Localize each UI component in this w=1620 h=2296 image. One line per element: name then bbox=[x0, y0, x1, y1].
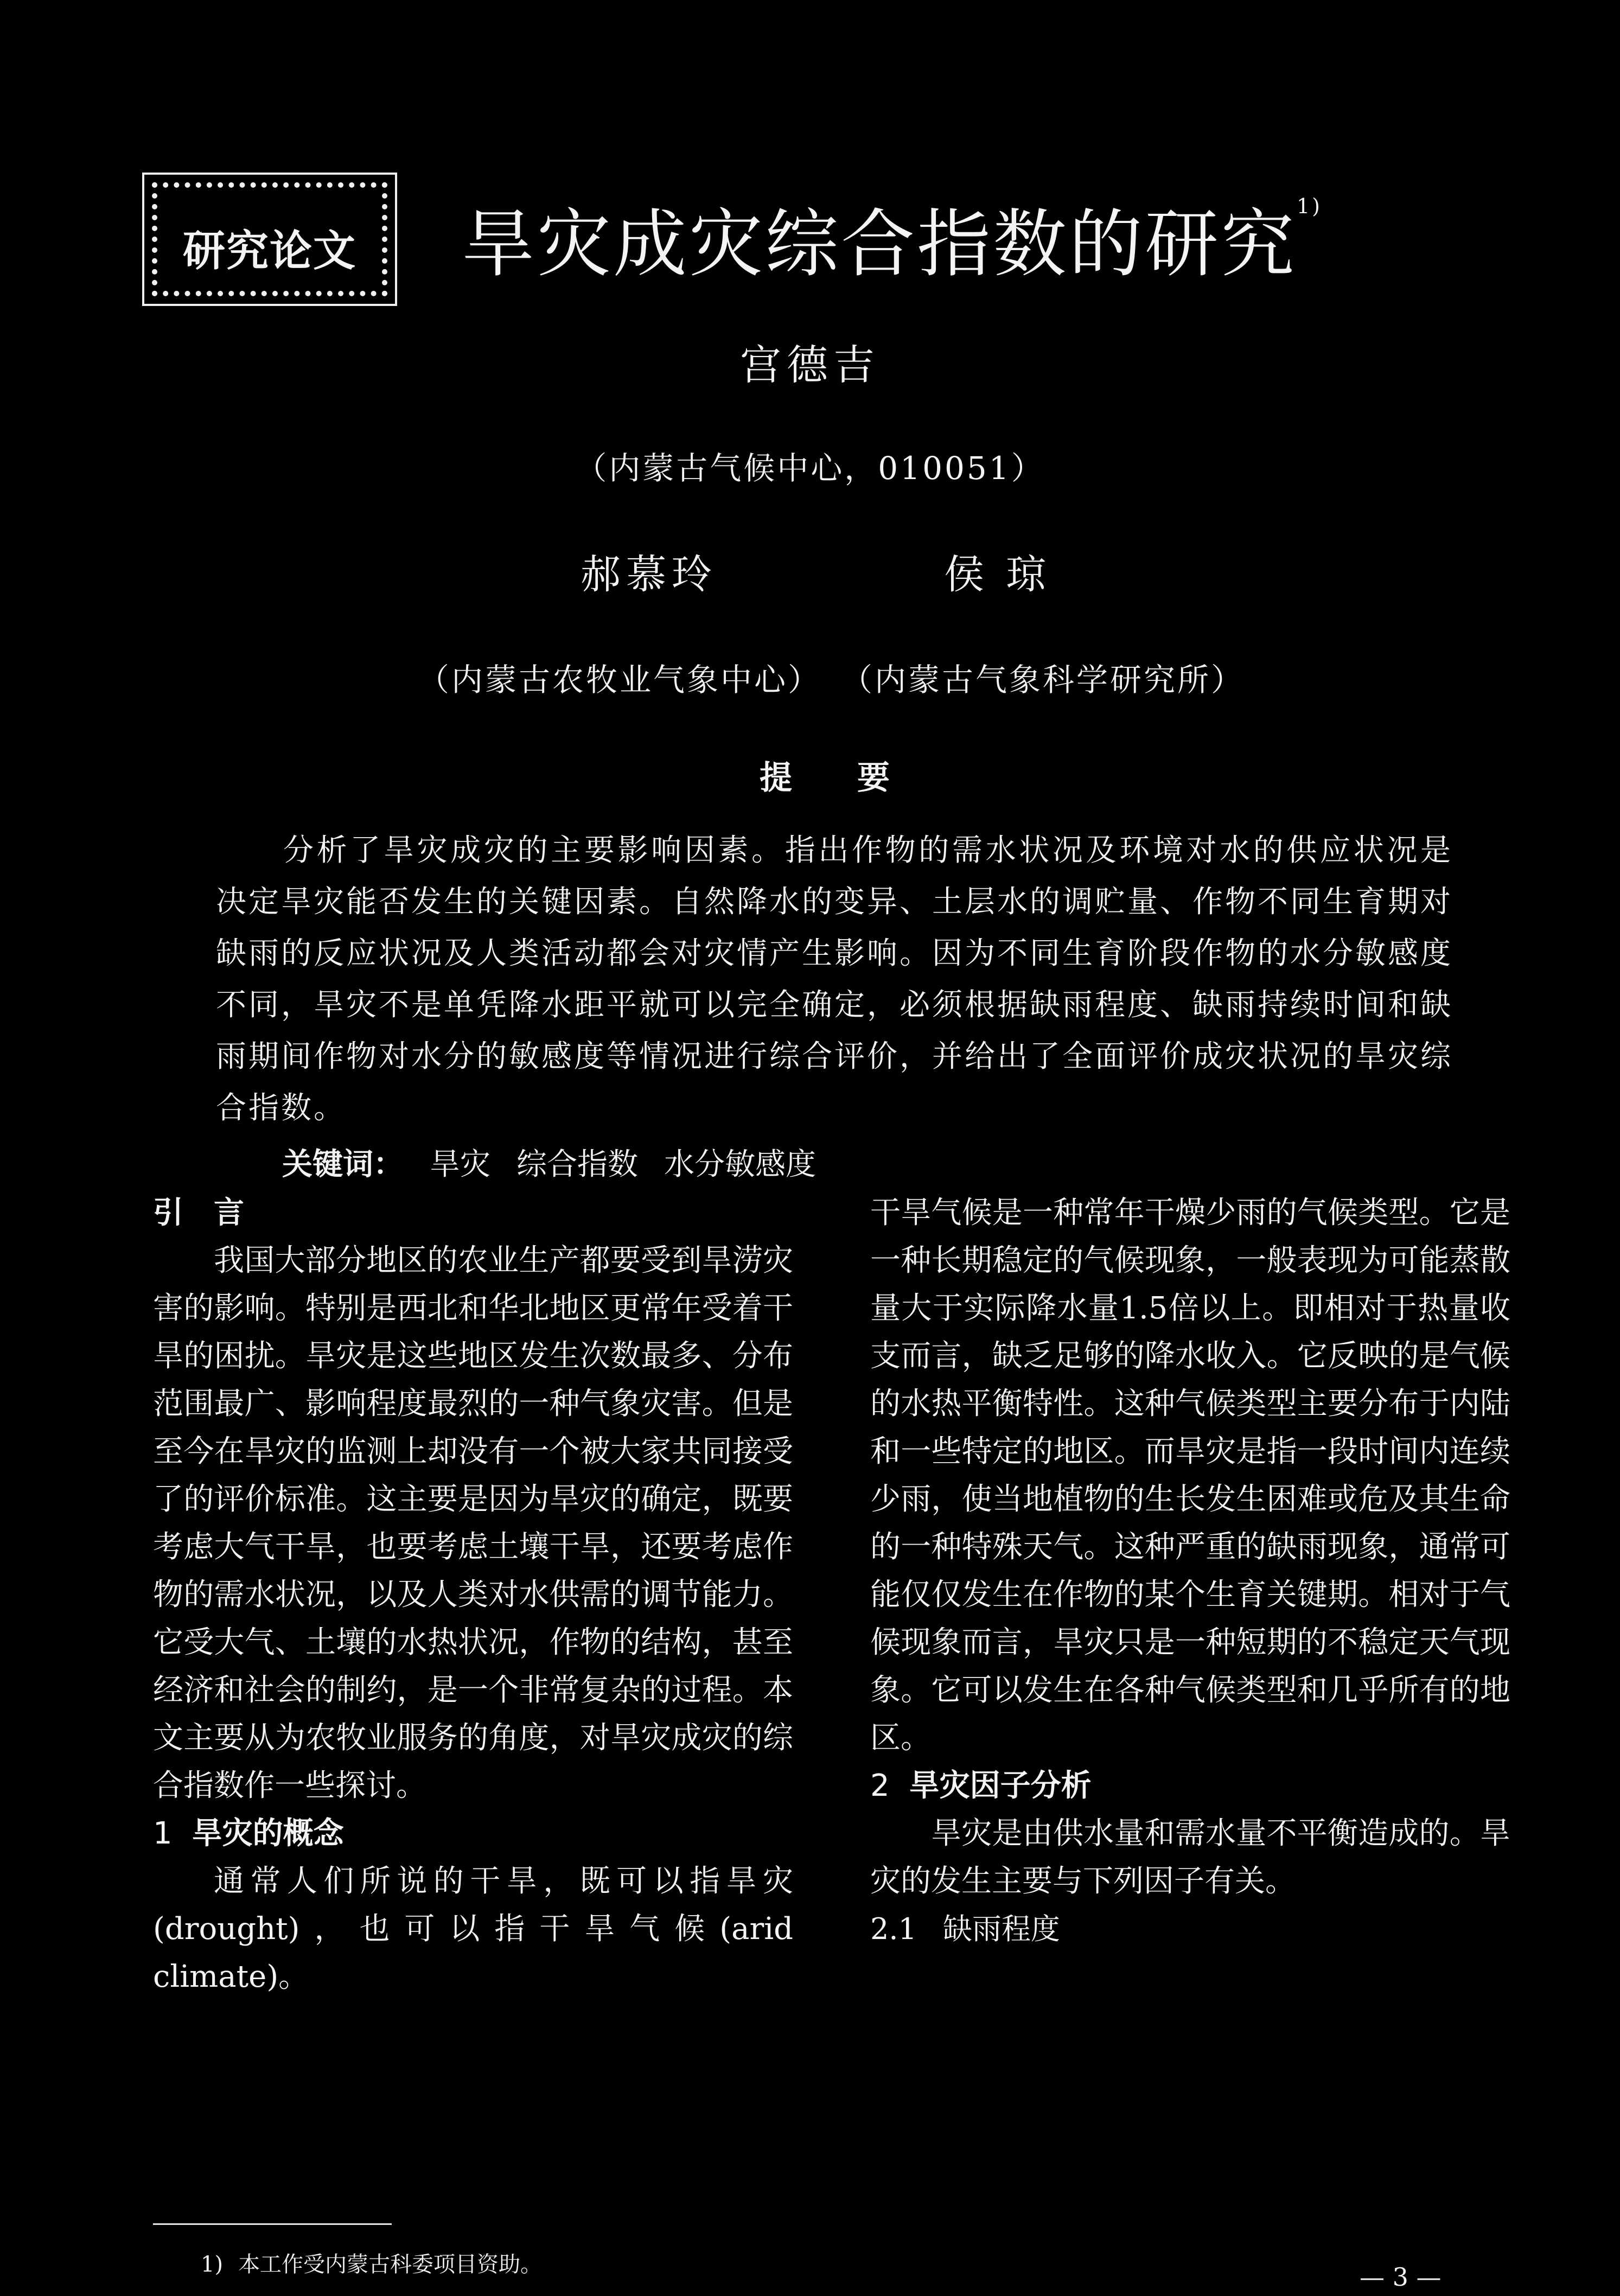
intro-heading: 引 言 bbox=[153, 1195, 244, 1230]
keyword-2: 综合指数 bbox=[516, 1147, 638, 1182]
section-2-heading bbox=[870, 1762, 1510, 1810]
page-number: — 3 — bbox=[1360, 2262, 1442, 2292]
body-column-left bbox=[153, 1189, 793, 2001]
author-1: 宫德吉 bbox=[740, 341, 880, 389]
keywords-label: 关键词： bbox=[282, 1147, 404, 1182]
footnote-text: 本工作受内蒙古科委项目资助。 bbox=[238, 2252, 543, 2277]
abstract-text: 分析了旱灾成灾的主要影响因素。指出作物的需水状况及环境对水的供应状况是决定旱灾能否发生的关键因素。自然降水的变异、土层水的调贮量、作物不同生育期对缺雨的反应状况及人类活动都会对灾情产生影响。因为不同生育阶段作物的水分敏感度不同，旱灾不是单凭降水距平就可以完全确定，必须根据缺雨程度、缺雨持续时间和缺雨期间作物对水分的敏感度等情况进行综合评价，并给出了全面评价成灾状况的旱灾综合指数。 bbox=[216, 833, 1453, 1126]
footnote-mark: 1) bbox=[201, 2252, 224, 2277]
title-footnote-mark: 1) bbox=[1297, 194, 1323, 218]
section-2-title: 旱灾因子分析 bbox=[909, 1768, 1092, 1803]
column-badge-label: 研究论文 bbox=[182, 227, 356, 276]
affiliation-1: （内蒙古气候中心，010051） bbox=[575, 450, 1045, 487]
section-2-1-number: 2.1 bbox=[870, 1912, 917, 1946]
keyword-1: 旱灾 bbox=[430, 1147, 490, 1182]
section-2-number: 2 bbox=[870, 1768, 890, 1803]
section-2-1-heading bbox=[870, 1905, 1510, 1953]
section-1-paragraph-continued: 干旱气候是一种常年干燥少雨的气候类型。它是一种长期稳定的气候现象，一般表现为可能蒸散量大于实际降水量1.5倍以上。即相对于热量收支而言，缺乏足够的降水收入。它反映的是气候的水热平衡特性。这种气候类型主要分布于内陆和一些特定的地区。而旱灾是指一段时间内连续少雨，使当地植物的生长发生困难或危及其生命的一种特殊天气。这种严重的缺雨现象，通常可能仅仅发生在作物的某个生育关键期。相对于气候现象而言，旱灾只是一种短期的不稳定天气现象。它可以发生在各种气候类型和几乎所有的地区。 bbox=[870, 1195, 1510, 1756]
paper-title-text: 旱灾成灾综合指数的研究 bbox=[461, 202, 1297, 288]
intro-paragraph: 我国大部分地区的农业生产都要受到旱涝灾害的影响。特别是西北和华北地区更常年受着干旱的困扰。旱灾是这些地区发生次数最多、分布范围最广、影响程度最烈的一种气象灾害。但是至今在旱灾的监测上却没有一个被大家共同接受了的评价标准。这主要是因为旱灾的确定，既要考虑大气干旱，也要考虑土壤干旱，还要考虑作物的需水状况，以及人类对水供需的调节能力。它受大气、土壤的水热状况，作物的结构，甚至经济和社会的制约，是一个非常复杂的过程。本文主要从为农牧业服务的角度，对旱灾成灾的综合指数作一些探讨。 bbox=[153, 1243, 793, 1803]
section-1-paragraph-start: 通常人们所说的干旱，既可以指旱灾(drought)，也可以指干旱气候(arid climate)。 bbox=[153, 1864, 793, 1994]
section-2-1-title: 缺雨程度 bbox=[942, 1912, 1060, 1946]
paper-title bbox=[461, 184, 1322, 291]
keyword-3: 水分敏感度 bbox=[664, 1147, 816, 1182]
footnote bbox=[201, 2247, 542, 2278]
abstract-heading: 提要 bbox=[760, 759, 955, 797]
affiliation-2: （内蒙古农牧业气象中心） bbox=[418, 661, 822, 698]
footnote-divider bbox=[153, 2223, 392, 2225]
author-3: 侯琼 bbox=[944, 551, 1068, 598]
column-badge bbox=[142, 173, 397, 306]
section-1-heading bbox=[153, 1810, 793, 1858]
section-2-paragraph: 旱灾是由供水量和需水量不平衡造成的。旱灾的发生主要与下列因子有关。 bbox=[870, 1816, 1510, 1899]
author-2: 郝慕玲 bbox=[581, 551, 717, 598]
keywords bbox=[282, 1140, 816, 1184]
affiliation-3: （内蒙古气象科学研究所） bbox=[841, 661, 1245, 698]
section-1-number: 1 bbox=[153, 1816, 173, 1851]
section-1-title: 旱灾的概念 bbox=[192, 1816, 344, 1851]
body-column-right bbox=[870, 1189, 1510, 1953]
